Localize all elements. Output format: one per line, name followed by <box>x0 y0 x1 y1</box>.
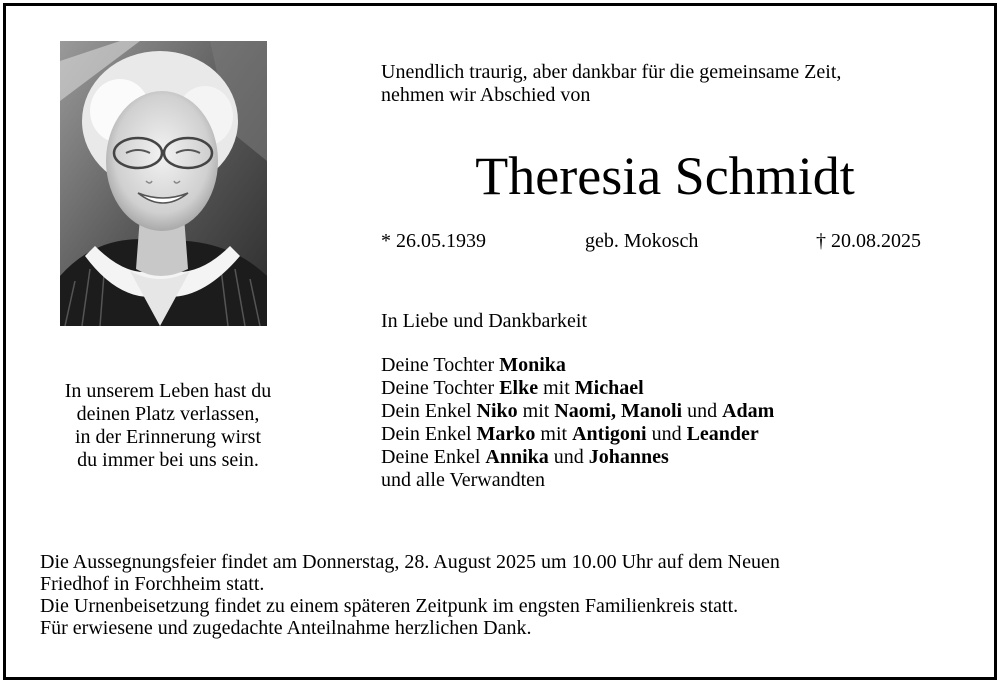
mourner-name: Niko <box>476 400 518 422</box>
notice-line: Friedhof in Forchheim statt. <box>40 573 265 595</box>
mourner-relation: Deine Enkel <box>381 446 486 468</box>
portrait-photo <box>60 41 267 326</box>
mourner-relation: und <box>646 423 687 445</box>
funeral-notice <box>40 551 980 639</box>
intro-line: nehmen wir Abschied von <box>381 84 591 106</box>
poem-line: In unserem Leben hast du <box>64 380 272 402</box>
closing-love: In Liebe und Dankbarkeit <box>381 310 588 332</box>
mourner-name: Marko <box>476 423 536 445</box>
death-date: † 20.08.2025 <box>816 230 921 252</box>
mourner-name: Monika <box>499 354 566 376</box>
mourner-line <box>381 377 981 400</box>
mourner-relation: und alle Verwandten <box>381 469 546 491</box>
poem-line: du immer bei uns sein. <box>77 449 259 471</box>
mourner-relation: Dein Enkel <box>381 400 477 422</box>
deceased-name: Theresia Schmidt <box>475 146 855 206</box>
mourner-name: Elke <box>499 377 539 399</box>
notice-line: Für erwiesene und zugedachte Anteilnahme herzlichen Dank. <box>40 617 532 639</box>
mourner-line <box>381 423 981 446</box>
mourner-name: Antigoni <box>572 423 647 445</box>
mourner-line <box>381 354 981 377</box>
mourner-relation: mit <box>535 423 573 445</box>
mourner-name: Leander <box>686 423 759 445</box>
memorial-poem <box>30 380 306 472</box>
poem-line: in der Erinnerung wirst <box>74 426 262 448</box>
notice-line: Die Urnenbeisetzung findet zu einem späteren Zeitpunk im engsten Familienkreis statt. <box>40 595 739 617</box>
birth-date: * 26.05.1939 <box>381 230 486 252</box>
mourner-name: Naomi, Manoli <box>554 400 683 422</box>
maiden-name: geb. Mokosch <box>585 230 699 252</box>
mourner-relation: mit <box>517 400 555 422</box>
mourners-list <box>381 354 981 492</box>
mourner-relation: Deine Tochter <box>381 354 500 376</box>
mourner-name: Johannes <box>588 446 669 468</box>
intro-line: Unendlich traurig, aber dankbar für die gemeinsame Zeit, <box>381 61 842 83</box>
mourner-relation: und <box>548 446 589 468</box>
mourner-relation: Deine Tochter <box>381 377 500 399</box>
mourner-relation: mit <box>538 377 575 399</box>
notice-line: Die Aussegnungsfeier findet am Donnerstag, 28. August 2025 um 10.00 Uhr auf dem Neuen <box>40 551 780 573</box>
mourner-name: Adam <box>722 400 775 422</box>
mourner-relation: und <box>682 400 723 422</box>
mourner-line <box>381 400 981 423</box>
mourner-name: Michael <box>574 377 644 399</box>
mourner-name: Annika <box>485 446 549 468</box>
mourner-relation: Dein Enkel <box>381 423 477 445</box>
life-dates <box>381 229 921 253</box>
poem-line: deinen Platz verlassen, <box>76 403 260 425</box>
mourner-line <box>381 446 981 469</box>
intro-text <box>381 61 981 107</box>
mourner-line <box>381 469 981 492</box>
